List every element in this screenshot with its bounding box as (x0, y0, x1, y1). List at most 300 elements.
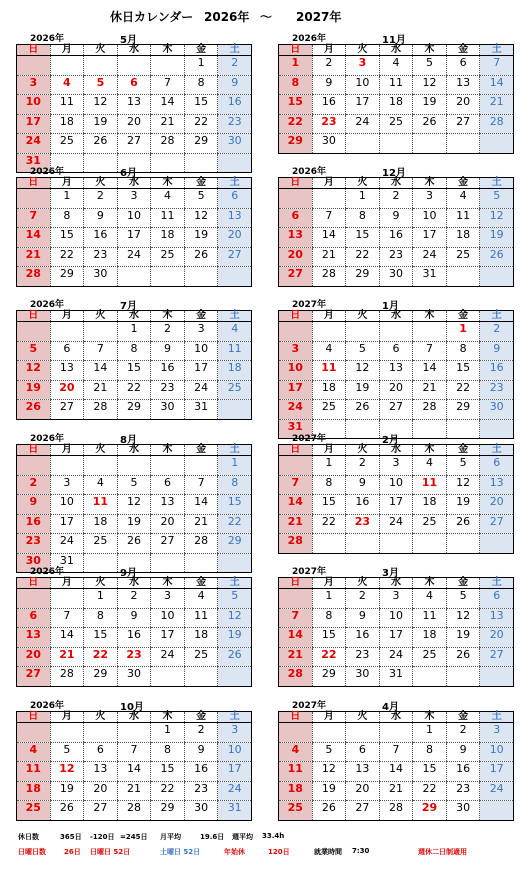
day-cell: 3 (117, 189, 151, 209)
day-cell: 25 (17, 801, 51, 821)
week-row (279, 361, 514, 381)
day-cell: 25 (151, 247, 185, 267)
day-cell (480, 134, 514, 154)
footer-item: 年始休 (224, 848, 245, 856)
month-label: 1月 (382, 301, 399, 312)
day-cell: 8 (117, 341, 151, 361)
day-cell: 23 (312, 114, 346, 134)
weekday-header: 金 (184, 578, 218, 589)
day-cell (50, 56, 84, 76)
day-cell (446, 267, 480, 287)
day-cell: 30 (117, 667, 151, 687)
week-row (279, 456, 514, 476)
day-cell: 26 (446, 647, 480, 667)
day-cell (279, 589, 313, 609)
week-row (17, 628, 252, 648)
day-cell: 12 (312, 762, 346, 782)
day-cell: 28 (312, 267, 346, 287)
weekday-header: 土 (480, 712, 514, 723)
weekday-header: 土 (480, 445, 514, 456)
day-cell: 1 (346, 189, 380, 209)
day-cell: 5 (218, 589, 252, 609)
month-header (278, 430, 514, 444)
day-cell: 28 (480, 114, 514, 134)
day-cell: 5 (480, 189, 514, 209)
day-cell: 12 (84, 95, 118, 115)
month-table (16, 44, 252, 173)
day-cell: 10 (480, 742, 514, 762)
day-cell: 1 (184, 56, 218, 76)
day-cell: 25 (413, 647, 447, 667)
day-cell: 27 (480, 514, 514, 534)
weekday-header: 日 (279, 712, 313, 723)
week-row (279, 114, 514, 134)
day-cell: 27 (446, 114, 480, 134)
day-cell (17, 589, 51, 609)
weekday-header: 火 (84, 311, 118, 322)
day-cell: 20 (379, 380, 413, 400)
weekday-header: 水 (379, 578, 413, 589)
footer-item: 26日 (64, 848, 81, 856)
weekday-header: 金 (446, 178, 480, 189)
footer-item: 週平均 (232, 833, 253, 841)
week-row (279, 189, 514, 209)
day-cell (346, 322, 380, 342)
footer-item: 日曜日 52日 (90, 848, 131, 856)
day-cell: 7 (184, 475, 218, 495)
day-cell: 7 (151, 75, 185, 95)
day-cell: 15 (151, 762, 185, 782)
day-cell: 16 (218, 95, 252, 115)
month-year-label: 2026年 (30, 34, 65, 44)
footer-item: 120日 (268, 848, 290, 856)
day-cell: 30 (17, 553, 51, 573)
week-row (279, 267, 514, 287)
week-row (279, 628, 514, 648)
day-cell: 22 (312, 647, 346, 667)
month-header (278, 563, 514, 577)
day-cell (446, 534, 480, 554)
day-cell (84, 322, 118, 342)
weekday-header: 日 (17, 445, 51, 456)
weekday-header: 火 (346, 311, 380, 322)
day-cell: 20 (50, 380, 84, 400)
day-cell: 7 (379, 742, 413, 762)
day-cell: 28 (184, 534, 218, 554)
day-cell: 14 (84, 361, 118, 381)
month-header (16, 697, 252, 711)
day-cell: 17 (279, 380, 313, 400)
day-cell: 30 (379, 267, 413, 287)
day-cell: 23 (480, 380, 514, 400)
day-cell: 1 (312, 456, 346, 476)
weekday-header: 日 (17, 311, 51, 322)
day-cell: 26 (480, 247, 514, 267)
day-cell (446, 667, 480, 687)
month-table (278, 177, 514, 287)
week-row (279, 228, 514, 248)
day-cell: 30 (446, 801, 480, 821)
day-cell: 8 (413, 742, 447, 762)
day-cell (446, 134, 480, 154)
weekday-header: 金 (184, 178, 218, 189)
month-table (278, 711, 514, 821)
month-header (278, 30, 514, 44)
week-row (279, 95, 514, 115)
day-cell: 13 (379, 361, 413, 381)
day-cell: 27 (480, 647, 514, 667)
weekday-header: 月 (312, 712, 346, 723)
week-row (279, 781, 514, 801)
day-cell: 11 (446, 208, 480, 228)
day-cell: 19 (17, 380, 51, 400)
week-row (17, 801, 252, 821)
month-calendar (278, 30, 514, 154)
day-cell: 8 (184, 75, 218, 95)
day-cell: 13 (480, 475, 514, 495)
weekday-header: 月 (50, 311, 84, 322)
day-cell: 9 (84, 208, 118, 228)
day-cell: 14 (279, 628, 313, 648)
day-cell: 8 (312, 475, 346, 495)
day-cell: 28 (279, 534, 313, 554)
week-row (17, 534, 252, 554)
day-cell (279, 723, 313, 743)
day-cell: 2 (151, 322, 185, 342)
week-row (279, 589, 514, 609)
day-cell: 2 (446, 723, 480, 743)
week-row (279, 514, 514, 534)
weekday-header: 土 (218, 178, 252, 189)
day-cell: 30 (184, 801, 218, 821)
footer-item: 週休二日制適用 (418, 848, 467, 856)
day-cell: 18 (151, 228, 185, 248)
day-cell: 28 (117, 801, 151, 821)
weekday-header: 金 (446, 445, 480, 456)
day-cell: 27 (218, 247, 252, 267)
day-cell: 17 (480, 762, 514, 782)
day-cell: 20 (218, 228, 252, 248)
month-label: 3月 (382, 568, 399, 579)
day-cell: 21 (480, 95, 514, 115)
day-cell: 6 (151, 475, 185, 495)
weekday-header: 日 (17, 578, 51, 589)
month-calendar (16, 697, 252, 821)
month-table (278, 310, 514, 439)
day-cell: 20 (446, 95, 480, 115)
day-cell: 15 (346, 228, 380, 248)
day-cell: 6 (17, 608, 51, 628)
week-row (17, 781, 252, 801)
weekday-header: 土 (480, 45, 514, 56)
day-cell: 16 (346, 628, 380, 648)
day-cell: 14 (117, 762, 151, 782)
day-cell: 12 (117, 495, 151, 515)
day-cell: 10 (184, 341, 218, 361)
day-cell: 21 (279, 514, 313, 534)
day-cell: 10 (379, 475, 413, 495)
day-cell: 23 (117, 647, 151, 667)
day-cell: 29 (279, 134, 313, 154)
weekday-header: 月 (50, 45, 84, 56)
month-calendar (278, 163, 514, 287)
footer-item: 日曜日数 (18, 848, 46, 856)
day-cell: 5 (17, 341, 51, 361)
footer-item: 19.6日 (200, 833, 225, 841)
weekday-header: 土 (480, 578, 514, 589)
weekday-header: 月 (312, 45, 346, 56)
day-cell (379, 534, 413, 554)
day-cell (151, 456, 185, 476)
weekday-header: 木 (151, 178, 185, 189)
day-cell: 9 (446, 742, 480, 762)
week-row (17, 322, 252, 342)
day-cell: 23 (151, 380, 185, 400)
day-cell: 24 (218, 781, 252, 801)
day-cell: 1 (84, 589, 118, 609)
footer-item: =245日 (120, 833, 148, 841)
month-header (16, 296, 252, 310)
day-cell: 15 (84, 628, 118, 648)
day-cell: 22 (279, 114, 313, 134)
month-year-label: 2027年 (292, 701, 327, 711)
day-cell: 10 (17, 95, 51, 115)
week-row (17, 267, 252, 287)
month-header (16, 30, 252, 44)
day-cell: 15 (446, 361, 480, 381)
day-cell (379, 322, 413, 342)
day-cell (346, 534, 380, 554)
week-row (279, 341, 514, 361)
day-cell: 1 (151, 723, 185, 743)
day-cell: 9 (151, 341, 185, 361)
day-cell: 9 (17, 495, 51, 515)
day-cell: 16 (312, 95, 346, 115)
day-cell: 12 (50, 762, 84, 782)
day-cell: 2 (117, 589, 151, 609)
day-cell: 1 (413, 723, 447, 743)
day-cell: 15 (218, 495, 252, 515)
week-row (279, 380, 514, 400)
week-row (17, 361, 252, 381)
day-cell: 11 (312, 361, 346, 381)
week-row (17, 400, 252, 420)
day-cell: 31 (218, 801, 252, 821)
weekday-header: 水 (117, 311, 151, 322)
week-row (279, 534, 514, 554)
day-cell: 10 (379, 608, 413, 628)
month-label: 6月 (120, 168, 137, 179)
day-cell: 31 (184, 400, 218, 420)
day-cell (17, 56, 51, 76)
day-cell: 16 (346, 495, 380, 515)
day-cell: 31 (279, 419, 313, 439)
day-cell: 21 (151, 114, 185, 134)
weekday-header: 金 (446, 311, 480, 322)
month-table (16, 177, 252, 287)
footer-item: 33.4h (262, 832, 285, 840)
day-cell: 19 (446, 495, 480, 515)
weekday-header: 日 (279, 578, 313, 589)
day-cell (117, 456, 151, 476)
month-year-label: 2027年 (292, 300, 327, 310)
month-calendar (278, 430, 514, 554)
day-cell: 2 (17, 475, 51, 495)
day-cell: 25 (279, 801, 313, 821)
day-cell: 17 (413, 228, 447, 248)
day-cell (346, 134, 380, 154)
footer-item: -120日 (90, 833, 115, 841)
weekday-header: 火 (84, 578, 118, 589)
day-cell: 10 (279, 361, 313, 381)
day-cell (480, 267, 514, 287)
day-cell: 7 (279, 608, 313, 628)
month-header (278, 163, 514, 177)
footer-item: 休日数 (18, 833, 39, 841)
day-cell: 19 (312, 781, 346, 801)
day-cell: 2 (84, 189, 118, 209)
day-cell: 31 (379, 667, 413, 687)
weekday-header: 土 (218, 45, 252, 56)
day-cell: 15 (413, 762, 447, 782)
day-cell (312, 534, 346, 554)
day-cell: 2 (346, 456, 380, 476)
week-row (17, 742, 252, 762)
day-cell: 13 (151, 495, 185, 515)
month-year-label: 2026年 (30, 701, 65, 711)
day-cell: 14 (17, 228, 51, 248)
day-cell: 26 (346, 400, 380, 420)
week-row (17, 95, 252, 115)
day-cell: 3 (151, 589, 185, 609)
day-cell: 4 (218, 322, 252, 342)
day-cell (17, 723, 51, 743)
month-calendar (16, 30, 252, 173)
weekday-header: 水 (117, 45, 151, 56)
footer-item: 月平均 (160, 833, 181, 841)
day-cell: 17 (379, 628, 413, 648)
month-year-label: 2027年 (292, 567, 327, 577)
day-cell: 11 (50, 95, 84, 115)
day-cell: 8 (279, 75, 313, 95)
month-header (16, 563, 252, 577)
day-cell: 10 (218, 742, 252, 762)
day-cell: 4 (184, 589, 218, 609)
month-calendar (16, 430, 252, 573)
day-cell (346, 723, 380, 743)
weekday-header: 火 (346, 178, 380, 189)
title-end-year: 2027年 (296, 10, 342, 24)
day-cell: 24 (17, 134, 51, 154)
week-row (279, 801, 514, 821)
day-cell: 11 (413, 475, 447, 495)
day-cell: 23 (218, 114, 252, 134)
day-cell: 5 (446, 589, 480, 609)
day-cell: 18 (84, 514, 118, 534)
weekday-header: 月 (312, 178, 346, 189)
week-row (17, 380, 252, 400)
day-cell (218, 267, 252, 287)
day-cell: 11 (151, 208, 185, 228)
weekday-header: 水 (117, 712, 151, 723)
day-cell: 30 (312, 134, 346, 154)
day-cell: 11 (413, 608, 447, 628)
day-cell: 26 (446, 514, 480, 534)
weekday-header: 金 (446, 712, 480, 723)
day-cell: 3 (218, 723, 252, 743)
day-cell: 29 (84, 667, 118, 687)
day-cell: 16 (151, 361, 185, 381)
week-row (279, 134, 514, 154)
day-cell: 28 (151, 134, 185, 154)
day-cell: 16 (184, 762, 218, 782)
day-cell: 22 (84, 647, 118, 667)
day-cell: 18 (218, 361, 252, 381)
day-cell: 19 (50, 781, 84, 801)
weekday-header: 日 (279, 445, 313, 456)
day-cell: 24 (379, 514, 413, 534)
day-cell: 28 (17, 267, 51, 287)
weekday-header: 木 (151, 445, 185, 456)
month-table (278, 444, 514, 554)
week-row (17, 247, 252, 267)
month-header (278, 296, 514, 310)
day-cell: 3 (379, 456, 413, 476)
day-cell: 6 (84, 742, 118, 762)
day-cell: 19 (413, 95, 447, 115)
day-cell: 21 (17, 247, 51, 267)
day-cell: 18 (413, 628, 447, 648)
month-label: 11月 (382, 35, 406, 46)
day-cell (151, 667, 185, 687)
day-cell: 8 (84, 608, 118, 628)
day-cell: 21 (50, 647, 84, 667)
title-separator: 〜 (260, 10, 273, 24)
day-cell: 23 (17, 534, 51, 554)
day-cell: 24 (117, 247, 151, 267)
day-cell: 9 (346, 608, 380, 628)
day-cell (413, 667, 447, 687)
week-row (279, 742, 514, 762)
month-label: 8月 (120, 435, 137, 446)
month-table (16, 310, 252, 420)
day-cell: 20 (480, 495, 514, 515)
day-cell: 26 (17, 400, 51, 420)
day-cell: 26 (184, 247, 218, 267)
day-cell: 16 (379, 228, 413, 248)
week-row (279, 247, 514, 267)
day-cell: 30 (346, 667, 380, 687)
day-cell: 10 (346, 75, 380, 95)
day-cell: 13 (218, 208, 252, 228)
day-cell: 16 (17, 514, 51, 534)
month-table (16, 577, 252, 687)
day-cell: 20 (117, 114, 151, 134)
day-cell: 13 (117, 95, 151, 115)
weekday-header: 火 (346, 45, 380, 56)
day-cell: 2 (379, 189, 413, 209)
day-cell (84, 456, 118, 476)
day-cell: 13 (346, 762, 380, 782)
day-cell: 16 (117, 628, 151, 648)
day-cell: 12 (413, 75, 447, 95)
day-cell: 13 (480, 608, 514, 628)
month-year-label: 2026年 (30, 567, 65, 577)
day-cell: 14 (50, 628, 84, 648)
day-cell (218, 667, 252, 687)
day-cell: 6 (117, 75, 151, 95)
day-cell: 7 (84, 341, 118, 361)
